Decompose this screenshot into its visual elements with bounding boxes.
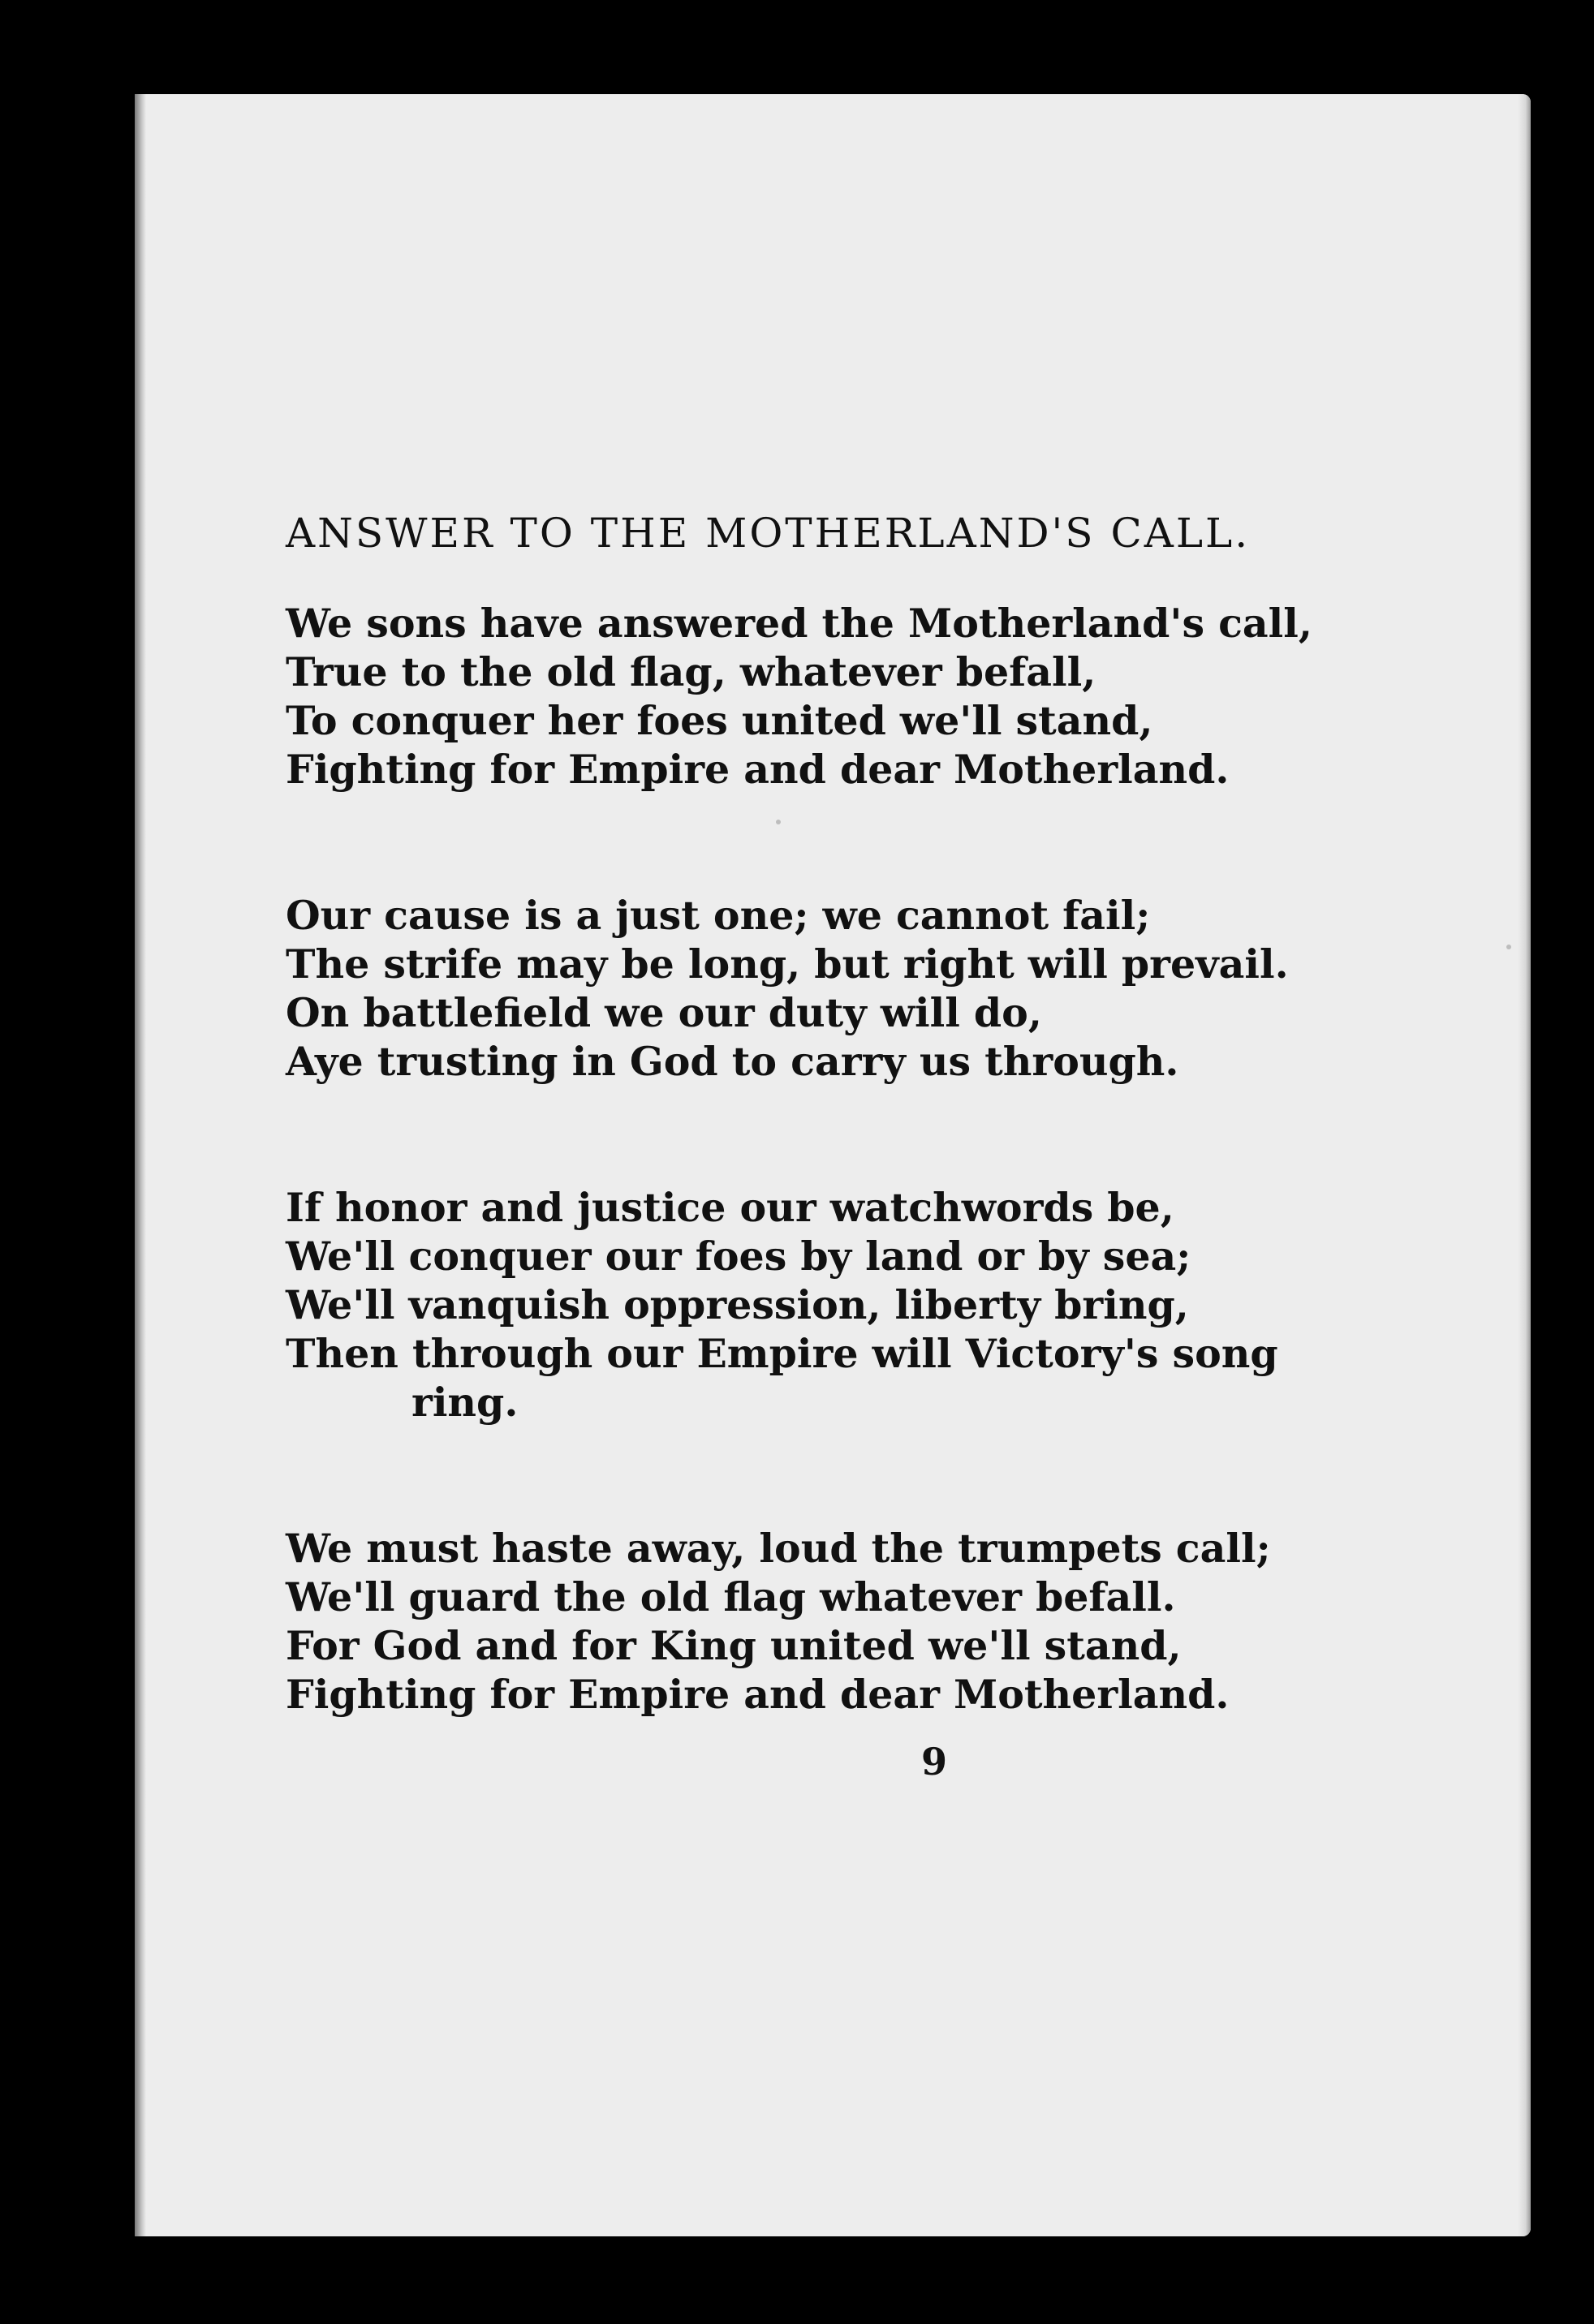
poem-line: Fighting for Empire and dear Motherland.	[286, 1671, 1230, 1718]
poem-line: If honor and justice our watchwords be,	[286, 1184, 1174, 1231]
poem-line: We'll vanquish oppression, liberty bring,	[286, 1281, 1189, 1328]
poem-line: We sons have answered the Motherland's call,	[286, 600, 1312, 647]
stanza-4	[286, 1524, 1422, 1719]
paper-speck	[776, 820, 781, 824]
poem-line: Then through our Empire will Victory's song	[286, 1330, 1278, 1377]
stanza-1	[286, 599, 1422, 794]
poem-line: True to the old flag, whatever befall,	[286, 648, 1096, 695]
binding-shadow	[135, 94, 146, 2236]
poem-line: We'll conquer our foes by land or by sea;	[286, 1233, 1191, 1280]
poem-line: For God and for King united we'll stand,	[286, 1622, 1182, 1669]
poem-line: On battlefield we our duty will do,	[286, 989, 1042, 1036]
poem-line: The strife may be long, but right will prevail.	[286, 940, 1289, 988]
poem-line: To conquer her foes united we'll stand,	[286, 697, 1153, 744]
stanza-3	[286, 1183, 1422, 1427]
poem-title: ANSWER TO THE MOTHERLAND'S CALL.	[286, 510, 1251, 557]
poem-line: We must haste away, loud the trumpets call;	[286, 1525, 1271, 1572]
page-edge	[1518, 94, 1531, 2236]
stanza-2	[286, 891, 1422, 1086]
page-number: 9	[920, 1740, 947, 1784]
poem-body	[286, 599, 1422, 1816]
poem-line: Fighting for Empire and dear Motherland.	[286, 746, 1230, 793]
poem-line: ring.	[411, 1379, 519, 1426]
book-page	[135, 94, 1531, 2236]
poem-line: Aye trusting in God to carry us through.	[286, 1038, 1179, 1085]
poem-line: We'll guard the old flag whatever befall.	[286, 1573, 1176, 1620]
paper-speck	[1506, 945, 1511, 949]
poem-line: Our cause is a just one; we cannot fail;	[286, 892, 1151, 939]
